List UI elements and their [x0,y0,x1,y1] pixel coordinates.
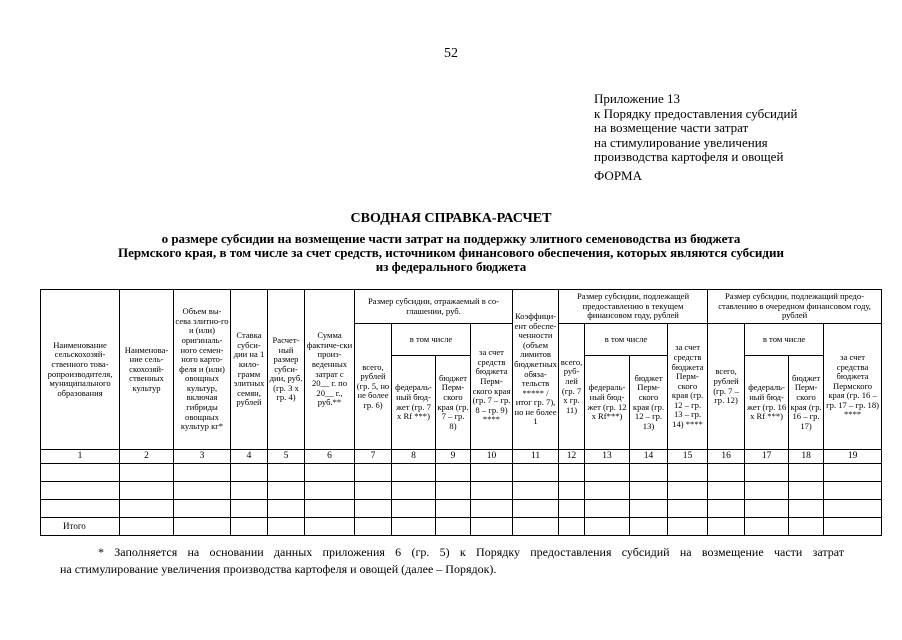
table-cell[interactable] [471,482,513,500]
table-cell[interactable] [355,518,392,536]
form-label: ФОРМА [594,168,642,183]
table-cell[interactable] [436,500,471,518]
header-including: в том числе [745,324,824,356]
column-number: 7 [355,450,392,464]
table-cell[interactable] [355,500,392,518]
table-cell[interactable] [305,482,355,500]
header-group-next-year: Размер субсидии, подлежащий предо-ставлению в очередном финансовом году, рублей [708,290,882,324]
table-cell[interactable] [585,464,630,482]
table-cell[interactable] [630,500,668,518]
table-cell[interactable] [789,500,824,518]
table-cell[interactable] [824,482,882,500]
table-cell[interactable] [513,464,559,482]
table-cell[interactable] [824,518,882,536]
table-cell[interactable] [305,518,355,536]
appendix-block [594,92,797,165]
table-cell[interactable] [231,464,268,482]
header-federal-budget: федераль-ный бюд-жет (гр. 7 х Rf ***) [392,356,436,450]
table-cell[interactable] [668,464,708,482]
header-producer-name: Наименование сельскохозяй-ственного това-ропроизводителя, муниципального образования [41,290,120,450]
header-group-current-year: Размер субсидии, подлежащей предоставлению в текущем финансовом году, рублей [559,290,708,324]
table-cell[interactable] [41,464,120,482]
header-total-agreement: всего, рублей (гр. 5, но не более гр. 6) [355,324,392,450]
header-crop-name: Наименова-ние сель-скохозяй-ственных культур [120,290,174,450]
table-cell[interactable] [559,518,585,536]
table-cell[interactable] [789,464,824,482]
table-cell[interactable] [745,500,789,518]
column-number: 8 [392,450,436,464]
table-cell[interactable] [559,500,585,518]
column-number: 6 [305,450,355,464]
table-cell[interactable] [585,482,630,500]
column-number: 19 [824,450,882,464]
table-cell[interactable] [174,464,231,482]
table-cell[interactable] [630,464,668,482]
page-number: 52 [444,46,458,61]
table-cell[interactable] [708,518,745,536]
table-cell[interactable] [436,464,471,482]
header-regional-budget: бюджет Перм-ского края (гр. 7 – гр. 8) [436,356,471,450]
table-cell[interactable] [231,500,268,518]
total-row [41,518,882,536]
column-number: 12 [559,450,585,464]
column-number: 17 [745,450,789,464]
column-number: 5 [268,450,305,464]
table-cell[interactable] [392,482,436,500]
header-seed-volume: Объем вы-сева элитно-го и (или) оригиналь-ного семен-ного карто-феля и (или) овощных культур, включая гибриды овощных культур кг* [174,290,231,450]
table-cell[interactable] [668,500,708,518]
column-number: 13 [585,450,630,464]
table-cell[interactable] [268,500,305,518]
table-cell[interactable] [471,500,513,518]
column-number: 14 [630,450,668,464]
table-cell[interactable] [305,500,355,518]
table-cell[interactable] [630,482,668,500]
column-number: 15 [668,450,708,464]
table-cell[interactable] [471,518,513,536]
footnote-line: * Заполняется на основании данных приложения 6 (гр. 5) к Порядку предоставления субсидий на возмещение части затрат [98,545,844,559]
appendix-line: Приложение 13 [594,91,681,106]
header-actual-costs: Сумма фактиче-ски произ-веденных затрат с 20__ г. по 20__ г., руб.** [305,290,355,450]
header-regional-budget-current: бюджет Перм-ского края (гр. 12 – гр. 13) [630,356,668,450]
column-number: 11 [513,450,559,464]
table-row [41,500,882,518]
header-group-agreement-subsidy: Размер субсидии, отражаемый в со-глашении, руб. [355,290,513,324]
table-cell[interactable] [436,482,471,500]
header-calculated-subsidy: Расчет-ный размер субси-дии, руб. (гр. 3 х гр. 4) [268,290,305,450]
table-cell[interactable] [355,464,392,482]
header-regional-own-funds-next: за счет средства бюджета Пермского края (гр. 16 – гр. 17 – гр. 18) **** [824,324,882,450]
document-title: СВОДНАЯ СПРАВКА-РАСЧЕТ [350,211,552,226]
table-cell[interactable] [668,518,708,536]
header-federal-budget-current: федераль-ный бюд-жет (гр. 12 х Rf***) [585,356,630,450]
header-federal-budget-next: федераль-ный бюд-жет (гр. 16 х Rf ***) [745,356,789,450]
calculation-table [40,289,882,536]
header-total-next: всего, рублей (гр. 7 – гр. 12) [708,324,745,450]
table-cell[interactable] [824,500,882,518]
header-coverage-coefficient: Коэффици-ент обеспе-ченности (объем лимитов бюджетных обяза-тельств ***** / итог гр. 7), но не более 1 [513,290,559,450]
header-including: в том числе [585,324,668,356]
table-cell[interactable] [513,500,559,518]
table-cell[interactable] [41,500,120,518]
appendix-line: к Порядку предоставления субсидий [594,105,798,121]
table-cell[interactable] [392,518,436,536]
table-cell[interactable] [745,482,789,500]
table-row [41,482,882,500]
header-total-current: всего, руб-лей (гр. 7 х гр. 11) [559,324,585,450]
table-cell[interactable] [745,518,789,536]
appendix-line: производства картофеля и овощей [594,149,784,164]
table-cell[interactable] [120,464,174,482]
table-cell[interactable] [668,482,708,500]
footnote [60,544,844,578]
table-cell[interactable] [708,482,745,500]
subtitle-line: Пермского края, в том числе за счет средств, источником финансового обеспечения, которых являются субсидии [118,245,784,260]
table-cell[interactable] [120,482,174,500]
table-cell[interactable] [824,464,882,482]
column-number: 10 [471,450,513,464]
table-cell[interactable] [513,518,559,536]
column-number-row [41,450,882,464]
table-cell[interactable] [708,500,745,518]
header-including: в том числе [392,324,471,356]
table-cell[interactable] [174,500,231,518]
column-number: 16 [708,450,745,464]
table-cell[interactable] [174,518,231,536]
table-cell[interactable] [630,518,668,536]
total-label: Итого [41,518,120,536]
table-cell[interactable] [471,464,513,482]
table-cell[interactable] [120,500,174,518]
table-cell[interactable] [120,518,174,536]
table-cell[interactable] [174,482,231,500]
table-cell[interactable] [559,464,585,482]
table-cell[interactable] [436,518,471,536]
table-cell[interactable] [745,464,789,482]
footnote-line: на стимулирование увеличения производства картофеля и овощей (далее – Порядок). [60,562,497,576]
table-cell[interactable] [513,482,559,500]
subtitle-line: из федерального бюджета [375,259,527,274]
table-cell[interactable] [268,518,305,536]
column-number: 9 [436,450,471,464]
table-cell[interactable] [585,518,630,536]
table-cell[interactable] [305,464,355,482]
table-cell[interactable] [392,464,436,482]
table-cell[interactable] [231,518,268,536]
header-regional-budget-next: бюджет Перм-ского края (гр. 16 – гр. 17) [789,356,824,450]
table-cell[interactable] [268,482,305,500]
table-cell[interactable] [355,482,392,500]
table-cell[interactable] [789,482,824,500]
appendix-line: на стимулирование увеличения [594,134,768,150]
table-cell[interactable] [559,482,585,500]
column-number: 1 [41,450,120,464]
appendix-line: на возмещение части затрат [594,120,749,135]
table-cell[interactable] [268,464,305,482]
table-cell[interactable] [789,518,824,536]
table-cell[interactable] [585,500,630,518]
table-cell[interactable] [392,500,436,518]
header-subsidy-rate: Ставка субси-дии на 1 кило-грамм элитных семян, рублей [231,290,268,450]
table-cell[interactable] [41,482,120,500]
header-regional-own-funds-current: за счет средств бюджета Перм-ского края (гр. 12 – гр. 13 – гр. 14) **** [668,324,708,450]
document-subtitle [40,232,862,274]
column-number: 18 [789,450,824,464]
subtitle-line: о размере субсидии на возмещение части затрат на поддержку элитного семеноводства из бюджета [161,231,741,246]
column-number: 3 [174,450,231,464]
table-cell[interactable] [708,464,745,482]
table-row [41,464,882,482]
header-regional-own-funds: за счет средств бюджета Перм-ского края (гр. 7 – гр. 8 – гр. 9) **** [471,324,513,450]
column-number: 4 [231,450,268,464]
column-number: 2 [120,450,174,464]
table-cell[interactable] [231,482,268,500]
